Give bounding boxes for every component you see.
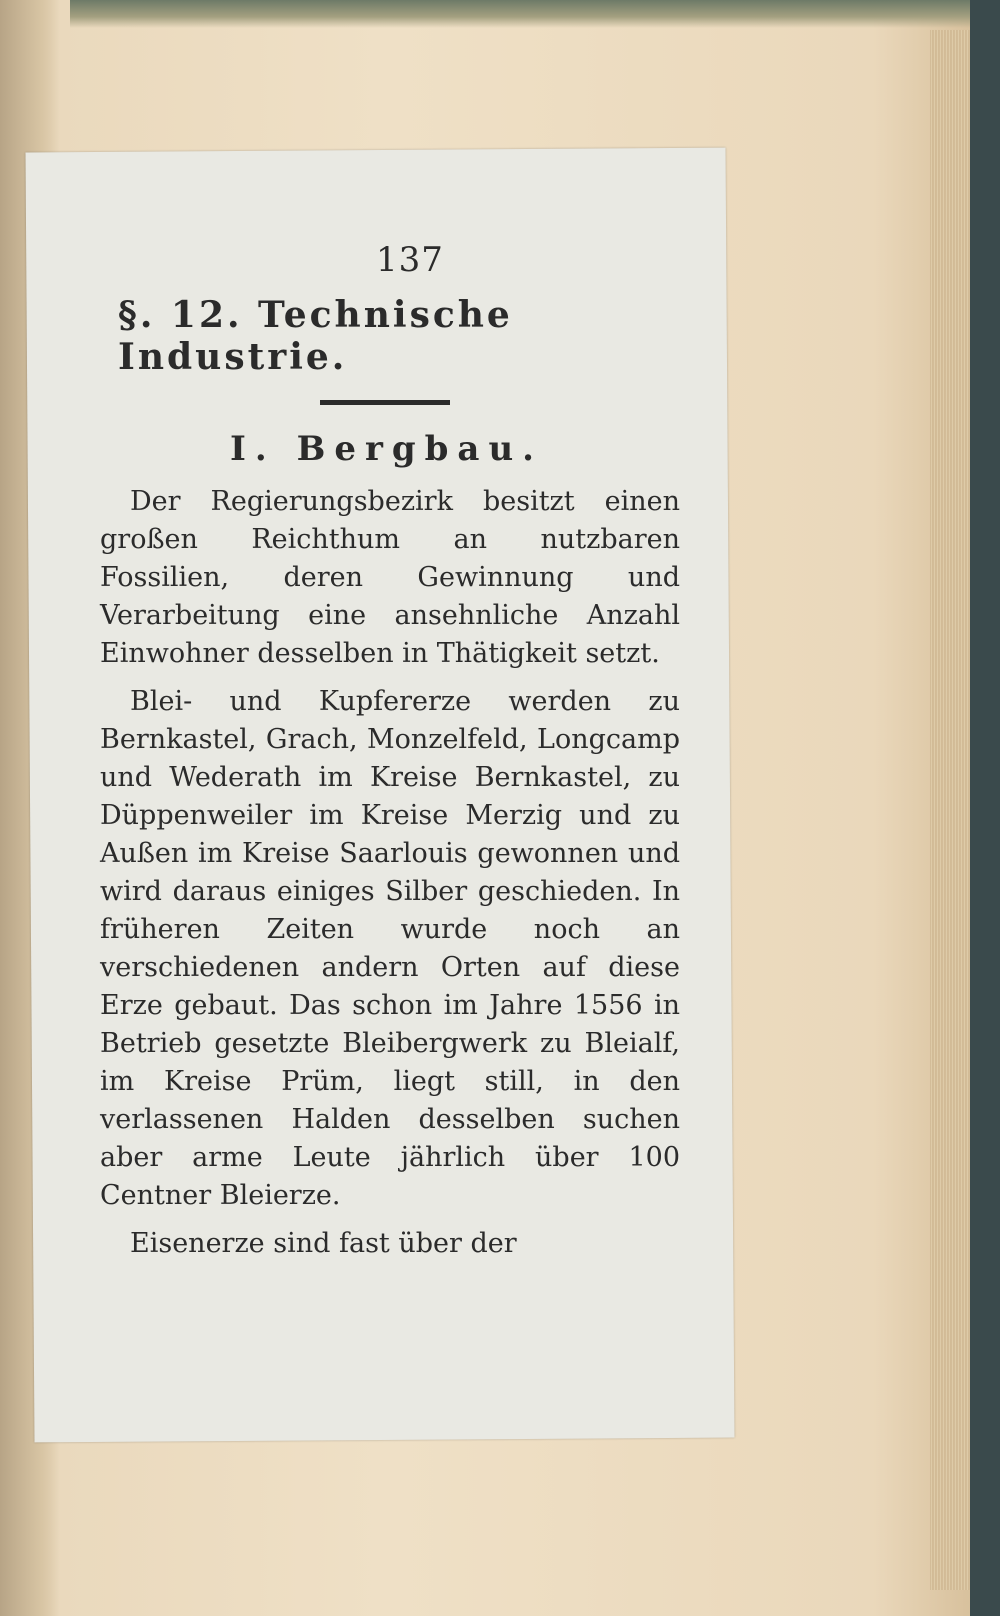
paragraph-2: Blei- und Kupfererze werden zu Bernkastel, Grach, Monzelfeld, Longcamp und Wederath im Kreise Bernkastel, zu Düppenweiler im Kreise Merzig und zu Außen im Kreise Saarlouis gewonnen und wird daraus einiges Silber geschieden. In früheren Zeiten wurde noch an verschiedenen andern Orten auf diese Erze gebaut. Das schon im Jahre 1556 in Betrieb gesetzte Bleibergwerk zu Bleialf, im Kreise Prüm, liegt still, in den verlassenen Halden desselben suchen aber arme Leute jährlich über 100 Centner Bleierze. xyxy=(100,686,680,1211)
section-divider xyxy=(320,400,450,405)
text-block xyxy=(100,240,680,1273)
page-edges xyxy=(930,30,970,1590)
paragraph-3: Eisenerze sind fast über der xyxy=(130,1228,517,1259)
subsection-title: I. Bergbau. xyxy=(230,429,543,469)
page-number: 137 xyxy=(376,240,444,280)
book-top-edge xyxy=(70,0,970,28)
paragraph-1: Der Regierungsbezirk besitzt einen großen Reichthum an nutzbaren Fossilien, deren Gewinnung und Verarbeitung eine ansehnliche Anzahl Einwohner desselben in Thätigkeit setzt. xyxy=(100,486,680,669)
section-title: §. 12. Technische Industrie. xyxy=(118,294,513,378)
